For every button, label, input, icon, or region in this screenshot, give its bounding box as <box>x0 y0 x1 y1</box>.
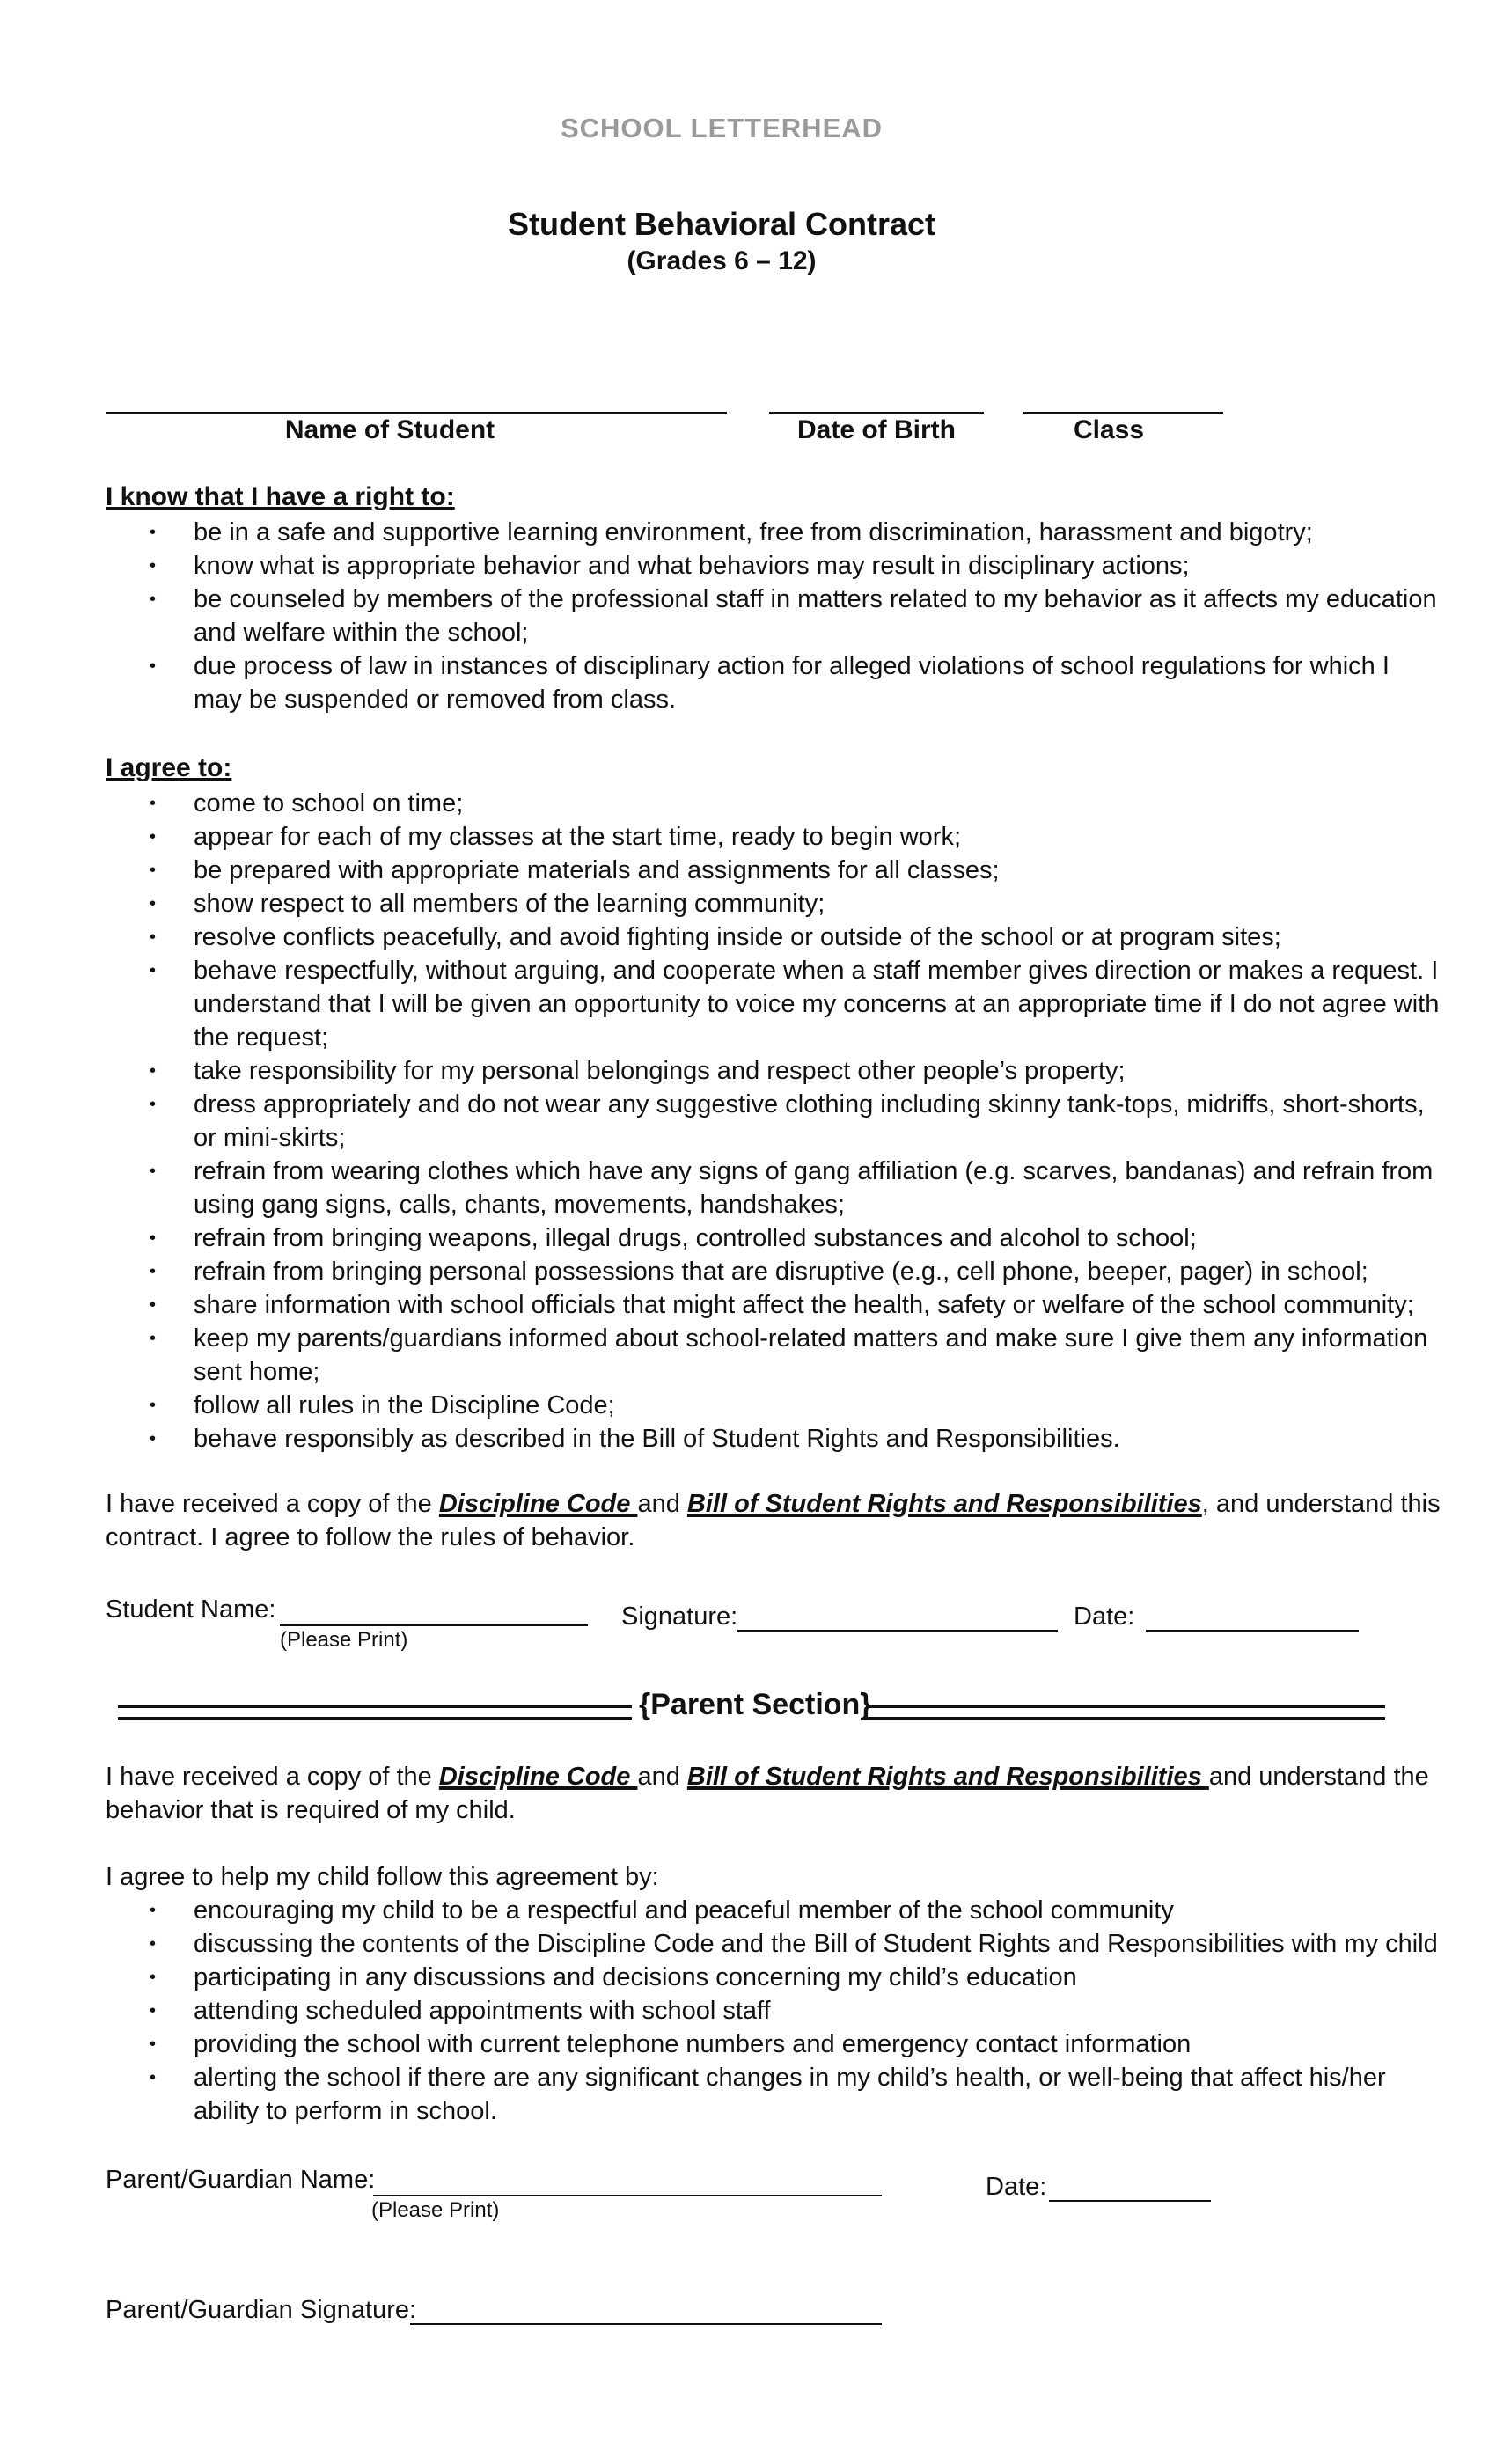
bullet-icon: • <box>150 1061 157 1081</box>
list-item: • discussing the contents of the Discipline Code and the Bill of Student Rights and Responsibilities with my child <box>106 1927 1443 1961</box>
list-item: • keep my parents/guardians informed about school-related matters and make sure I give them any information sent home; <box>106 1322 1443 1389</box>
bullet-icon: • <box>150 1968 157 1987</box>
bullet-icon: • <box>150 2035 157 2054</box>
bullet-icon: • <box>150 794 157 813</box>
bill-of-rights-title: Bill of Student Rights and Responsibilities <box>686 1763 1209 1791</box>
bullet-icon: • <box>150 2001 157 2020</box>
list-item: • behave responsibly as described in the Bill of Student Rights and Responsibilities. <box>106 1422 1443 1456</box>
name-of-student-label: Name of Student <box>284 415 495 444</box>
bullet-icon: • <box>150 1095 157 1114</box>
list-item: • encouraging my child to be a respectful and peaceful member of the school community <box>106 1894 1443 1927</box>
bullet-icon: • <box>150 1329 157 1348</box>
bullet-icon: • <box>150 1429 157 1448</box>
parent-date-label: Date: <box>986 2173 1047 2201</box>
bullet-icon: • <box>150 2068 157 2087</box>
section-divider-right <box>866 1705 1385 1720</box>
list-item: • resolve conflicts peacefully, and avoid fighting inside or outside of the school or at program sites; <box>106 920 1443 954</box>
agree-list <box>106 787 1443 1456</box>
school-letterhead: SCHOOL LETTERHEAD <box>560 113 884 143</box>
list-item: • refrain from bringing personal possessions that are disruptive (e.g., cell phone, beeper, pager) in school; <box>106 1255 1443 1288</box>
list-item: • due process of law in instances of disciplinary action for alleged violations of school regulations for which I may be suspended or removed from class. <box>106 649 1443 716</box>
list-item: • come to school on time; <box>106 787 1443 820</box>
bullet-icon: • <box>150 656 157 676</box>
list-item: • show respect to all members of the learning community; <box>106 887 1443 920</box>
bullet-icon: • <box>150 1901 157 1920</box>
agree-heading: I agree to: <box>106 753 232 782</box>
list-item: • providing the school with current telephone numbers and emergency contact information <box>106 2028 1443 2061</box>
rights-heading: I know that I have a right to: <box>106 482 455 511</box>
list-item: • attending scheduled appointments with school staff <box>106 1994 1443 2028</box>
list-item: • appear for each of my classes at the start time, ready to begin work; <box>106 820 1443 854</box>
bullet-icon: • <box>150 861 157 880</box>
list-item: • refrain from wearing clothes which have any signs of gang affiliation (e.g. scarves, bandanas) and refrain from using gang signs, calls, chants, movements, handshakes; <box>106 1155 1443 1221</box>
parent-signature-field[interactable] <box>410 2323 882 2325</box>
class-label: Class <box>1073 415 1145 444</box>
student-signature-field[interactable] <box>737 1630 1058 1632</box>
discipline-code-title: Discipline Code <box>438 1763 638 1791</box>
list-item: • be prepared with appropriate materials and assignments for all classes; <box>106 854 1443 887</box>
student-name-label: Student Name: <box>106 1595 276 1624</box>
list-item: • follow all rules in the Discipline Code; <box>106 1389 1443 1422</box>
please-print-note: (Please Print) <box>280 1628 408 1652</box>
parent-agree-list <box>106 1894 1443 2128</box>
bullet-icon: • <box>150 523 157 542</box>
parent-acknowledgement: I have received a copy of the Discipline Code and Bill of Student Rights and Responsibilities and understand the behavior that is required of my child. <box>106 1763 1429 1824</box>
list-item: • be in a safe and supportive learning environment, free from discrimination, harassment and bigotry; <box>106 516 1443 549</box>
bullet-icon: • <box>150 827 157 847</box>
student-name-line[interactable] <box>106 412 727 414</box>
list-item: • be counseled by members of the professional staff in matters related to my behavior as it affects my education and welfare within the school; <box>106 583 1443 649</box>
bullet-icon: • <box>150 1396 157 1415</box>
list-item: • alerting the school if there are any significant changes in my child’s health, or well-being that affect his/her ability to perform in school. <box>106 2061 1443 2128</box>
rights-list <box>106 516 1443 716</box>
parent-date-field[interactable] <box>1049 2200 1211 2202</box>
bullet-icon: • <box>150 1262 157 1281</box>
class-line[interactable] <box>1023 412 1223 414</box>
list-item: • share information with school officials that might affect the health, safety or welfare of the school community; <box>106 1288 1443 1322</box>
list-item: • dress appropriately and do not wear any suggestive clothing including skinny tank-tops, midriffs, short-shorts, or mini-skirts; <box>106 1088 1443 1155</box>
date-of-birth-line[interactable] <box>769 412 984 414</box>
date-of-birth-label: Date of Birth <box>797 415 956 444</box>
document-subtitle: (Grades 6 – 12) <box>627 246 817 275</box>
list-item: • participating in any discussions and decisions concerning my child’s education <box>106 1961 1443 1994</box>
bullet-icon: • <box>150 556 157 576</box>
bullet-icon: • <box>150 590 157 609</box>
list-item: • take responsibility for my personal belongings and respect other people’s property; <box>106 1054 1443 1088</box>
discipline-code-title: Discipline Code <box>438 1490 638 1518</box>
signature-label: Signature: <box>621 1602 738 1631</box>
list-item: • refrain from bringing weapons, illegal drugs, controlled substances and alcohol to school; <box>106 1221 1443 1255</box>
bullet-icon: • <box>150 1162 157 1181</box>
bullet-icon: • <box>150 894 157 913</box>
section-divider-left <box>118 1705 632 1720</box>
list-item: • behave respectfully, without arguing, and cooperate when a staff member gives direction or makes a request. I understand that I will be given an opportunity to voice my concerns at an appropriate time if I do not agree with the request; <box>106 954 1443 1054</box>
parent-signature-label: Parent/Guardian Signature: <box>106 2296 417 2324</box>
student-acknowledgement: I have received a copy of the Discipline Code and Bill of Student Rights and Responsibilities, and understand this contract. I agree to follow the rules of behavior. <box>106 1490 1441 1551</box>
student-date-field[interactable] <box>1146 1630 1359 1632</box>
bullet-icon: • <box>150 1934 157 1954</box>
parent-name-label: Parent/Guardian Name: <box>106 2166 376 2194</box>
parent-agree-intro: I agree to help my child follow this agreement by: <box>106 1863 659 1891</box>
student-name-field[interactable] <box>280 1624 588 1626</box>
parent-name-field[interactable] <box>373 2195 882 2196</box>
bill-of-rights-title: Bill of Student Rights and Responsibilities <box>686 1490 1202 1518</box>
list-item: • know what is appropriate behavior and what behaviors may result in disciplinary actions; <box>106 549 1443 583</box>
student-date-label: Date: <box>1074 1602 1135 1631</box>
please-print-note: (Please Print) <box>371 2198 500 2222</box>
parent-section-title: {Parent Section} <box>639 1688 872 1721</box>
bullet-icon: • <box>150 1228 157 1248</box>
document-title: Student Behavioral Contract <box>507 206 936 242</box>
bullet-icon: • <box>150 961 157 980</box>
bullet-icon: • <box>150 928 157 947</box>
bullet-icon: • <box>150 1295 157 1315</box>
